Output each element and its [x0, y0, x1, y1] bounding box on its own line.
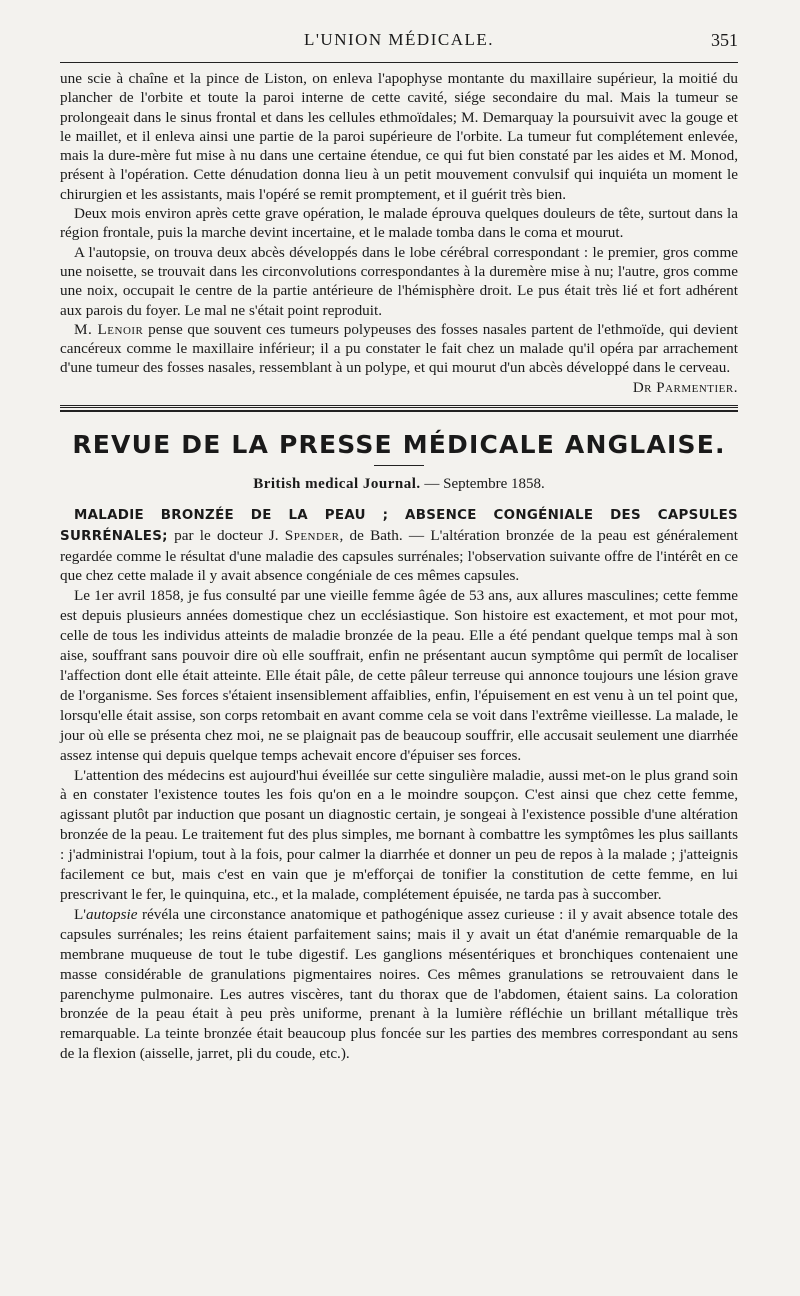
- emphasis: autopsie: [86, 905, 138, 923]
- byline-text: par le docteur J.: [167, 526, 285, 544]
- page-number: 351: [711, 30, 738, 50]
- section-divider: [60, 405, 738, 408]
- first-article: [60, 69, 738, 397]
- section-title: REVUE DE LA PRESSE MÉDICALE ANGLAISE.: [72, 429, 726, 459]
- author-name: Spender: [284, 526, 340, 544]
- page-header: [60, 30, 738, 58]
- paragraph: A l'autopsie, on trouva deux abcès développés dans le lobe cérébral correspondant : le premier, gros comme une noisette, se trouvait dans les circonvolutions correspondantes à la duremère mise à nu; l'autre, gros comme une noix, occupait le centre de la partie antérieure de l'hémisphère droit. Le pus était très lié et fort adhérent aux parois du foyer. Le mal ne s'était point reproduit.: [60, 243, 738, 319]
- paragraph-text: pense que souvent ces tumeurs polypeuses des fosses nasales partent de l'ethmoïde, qui devient cancéreux comme le maxillaire inférieur; il a pu constater le fait chez un malade qu'il opéra par arrachement d'une tumeur des fosses nasales, ressemblant à un polype, et qui mourut d'un abcès développé dans le cerveau.: [60, 320, 739, 377]
- author-name: M. Lenoir: [74, 320, 144, 338]
- title-rule: [374, 465, 424, 466]
- paragraph-text: révéla une circonstance anatomique et pathogénique assez curieuse : il y avait absence totale des capsules surrénales; les reins étaient parfaitement sains; mais il y avait un état d'anémie remarquable de la membrane muqueuse de tout le tube digestif. Les ganglions mésentériques et bronchiques contenaient une masse considérable de granulations pigmentaires noires. Ces mêmes granulations se retrouvaient dans le parenchyme pulmonaire. Les autres viscères, tant du thorax que de l'abdomen, étaient sains. La coloration bronzée de la peau était à peu près uniforme, prenant à la lumière réfléchie un brillant métallique très remarquable. La teinte bronzée était beaucoup plus foncée sur les parties des membres correspondant au sens de la flexion (aisselle, jarret, pli du coude, etc.).: [60, 905, 738, 1063]
- paragraph: [60, 905, 738, 1064]
- paragraph: Deux mois environ après cette grave opération, le malade éprouva quelques douleurs de tête, surtout dans la région frontale, puis la marche devint incertaine, et le malade tomba dans le coma et mourut.: [60, 205, 738, 242]
- paragraph: Le 1er avril 1858, je fus consulté par une vieille femme âgée de 53 ans, aux allures masculines; cette femme est depuis plusieurs années domestique chez un ecclésiastique. Son histoire est exactement, et mot pour mot, celle de tous les individus atteints de maladie bronzée de la peau. Elle a été pendant quelque temps mal à son aise, souffrant sans pouvoir dire où elle souffrait, enfin ne présentant aucun symptôme qui permît de localiser l'affection dont elle était atteinte. Elle était pâle, de cette pâleur terreuse qui annonce toujours une lésion grave de l'organisme. Ses forces s'étaient insensiblement affaiblies, enfin, l'épuisement en est venu à un tel point que, lorsqu'elle était assise, son corps retombait en avant comme cela se voit dans l'extrême vieillesse. La malade, le jour où elle se présenta chez moi, ne se plaignait pas de beaucoup souffrir, elle accusait seulement une diarrhée assez intense qui depuis quelque temps achevait encore d'épuiser ses forces.: [60, 587, 738, 764]
- journal-name: British medical Journal.: [253, 475, 421, 492]
- article-title: MALADIE BRONZÉE DE LA PEAU ; ABSENCE CONGÉNIALE DES CAPSULES SURRÉNALES;: [60, 507, 738, 544]
- paragraph: L'attention des médecins est aujourd'hui éveillée sur cette singulière maladie, aussi met-on le plus grand soin à en constater l'existence toutes les fois qu'on en a le moindre soupçon. C'est ainsi que chez cette femme, agissant plutôt par induction que posant un diagnostic certain, je songeai à l'existence possible d'une altération bronzée de la peau. Le traitement fut des plus simples, me bornant à combattre les symptômes les plus saillants : j'administrai l'opium, tout à la fois, pour calmer la diarrhée et donner un peu de repos à la malade ; j'atteignis facilement ce but, mais c'est en vain que je m'efforçai de tonifier la constitution de cette femme, en lui prescrivant le fer, le quinquina, etc., et la malade, complétement épuisée, ne tarda pas à succomber.: [60, 766, 738, 903]
- paragraph: [60, 320, 738, 378]
- running-title: L'UNION MÉDICALE.: [303, 30, 495, 49]
- second-article: [60, 505, 738, 1064]
- intro-text: , de Bath. — L'altération bronzée de la peau est généralement regardée comme le résultat d'une maladie des capsules surrénales; l'observation suivante offre de l'intérêt en ce que chez cette malade il y avait absence congéniale de ces mêmes capsules.: [60, 526, 738, 585]
- journal-date: — Septembre 1858.: [420, 475, 545, 492]
- article-intro: [60, 505, 738, 587]
- section-divider-bold: [60, 410, 738, 412]
- paragraph: une scie à chaîne et la pince de Liston, on enleva l'apophyse montante du maxillaire supérieur, la moitié du plancher de l'orbite et toute la paroi interne de cette cavité, siége secondaire du mal. Mais la tumeur se prolongeait dans le sinus frontal et dans les cellules ethmoïdales; M. Demarquay la poursuivit avec la gouge et le maillet, et il enleva ainsi une partie de la paroi supérieure de l'orbite. La tumeur fut complétement enlevée, mais la dure-mère fut mise à nu dans une certaine étendue, ce qui fut bien constaté par les aides et M. Monod, présent à l'opération. Cette dénudation donna lieu à un petit mouvement convulsif qui inquiéta un moment le chirurgien et les assistants, mais l'opéré se remit promptement, et il guérit très bien.: [60, 70, 738, 203]
- signature: Dr Parmentier.: [632, 379, 738, 396]
- source-line: [60, 476, 738, 493]
- paragraph-text: L': [74, 905, 87, 923]
